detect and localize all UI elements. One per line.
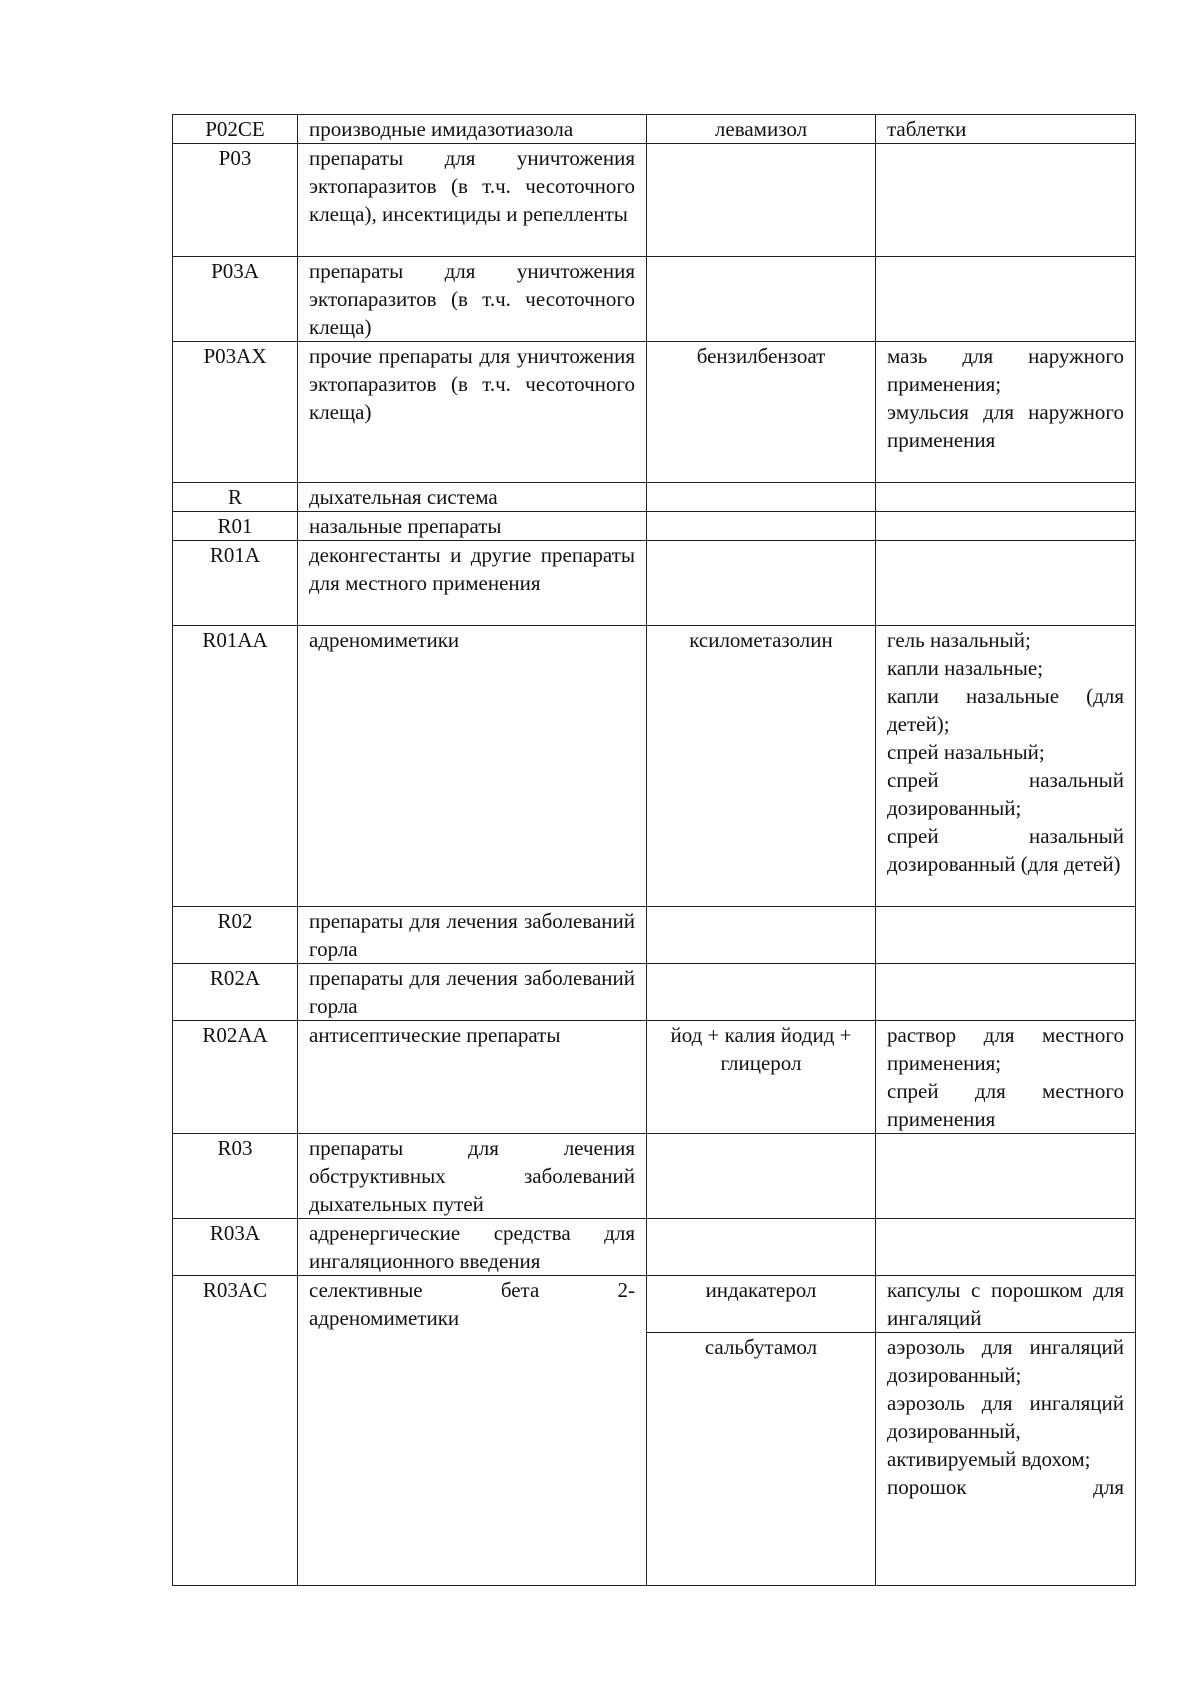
atc-code-cell: P03A <box>173 257 298 342</box>
drug-name-cell <box>647 144 876 257</box>
dosage-form-line: раствор для местного применения; <box>887 1023 1124 1075</box>
group-name-cell: препараты для лечения обструктивных заболеваний дыхательных путей <box>298 1134 647 1219</box>
atc-code-cell: R01AA <box>173 626 298 907</box>
table-row <box>173 907 1136 964</box>
dosage-form-cell <box>876 964 1136 1021</box>
table-row <box>173 541 1136 626</box>
group-name-cell: назальные препараты <box>298 512 647 541</box>
drug-name-cell <box>647 964 876 1021</box>
group-name-cell: адреномиметики <box>298 626 647 907</box>
atc-code-cell: R01A <box>173 541 298 626</box>
atc-code-cell: R03A <box>173 1219 298 1276</box>
group-name-cell: препараты для уничтожения эктопаразитов (в т.ч. чесоточного клеща), инсектициды и репелленты <box>298 144 647 257</box>
drug-name-cell <box>647 907 876 964</box>
table-row <box>173 512 1136 541</box>
table-row <box>173 115 1136 144</box>
group-name-cell: деконгестанты и другие препараты для местного применения <box>298 541 647 626</box>
atc-code-cell: R <box>173 483 298 512</box>
dosage-form-line: мазь для наружного применения; <box>887 344 1124 396</box>
group-name-cell: прочие препараты для уничтожения эктопаразитов (в т.ч. чесоточного клеща) <box>298 342 647 483</box>
dosage-form-cell <box>876 512 1136 541</box>
atc-code-cell: P02CE <box>173 115 298 144</box>
table-row <box>173 1219 1136 1276</box>
group-name-cell: селективные бета 2-адреномиметики <box>298 1276 647 1586</box>
dosage-form-line: гель назальный; <box>887 628 1031 652</box>
atc-code-cell: R02A <box>173 964 298 1021</box>
dosage-form-line: капсулы с порошком для ингаляций <box>887 1278 1124 1330</box>
dosage-form-cell <box>876 1134 1136 1219</box>
atc-code-cell: P03 <box>173 144 298 257</box>
dosage-form-line: спрей назальный дозированный (для детей) <box>887 824 1124 876</box>
group-name-cell: препараты для лечения заболеваний горла <box>298 964 647 1021</box>
dosage-form-cell <box>876 907 1136 964</box>
drug-name-cell: ксилометазолин <box>647 626 876 907</box>
dosage-form-cell <box>876 1219 1136 1276</box>
dosage-form-cell <box>876 342 1136 483</box>
table-row <box>173 1276 1136 1333</box>
drug-name-cell: левамизол <box>647 115 876 144</box>
atc-code-cell: R02 <box>173 907 298 964</box>
drug-name-cell <box>647 512 876 541</box>
drug-name-cell: сальбутамол <box>647 1333 876 1586</box>
drug-name-cell <box>647 1134 876 1219</box>
dosage-form-line: капли назальные (для детей); <box>887 684 1124 736</box>
drug-name-cell: йод + калия йодид + глицерол <box>647 1021 876 1134</box>
drug-name-cell <box>647 1219 876 1276</box>
dosage-form-line: спрей для местного применения <box>887 1079 1124 1131</box>
dosage-form-cell <box>876 1021 1136 1134</box>
dosage-form-cell <box>876 144 1136 257</box>
dosage-form-line: спрей назальный; <box>887 740 1045 764</box>
atc-code-cell: R01 <box>173 512 298 541</box>
drug-name-cell <box>647 257 876 342</box>
dosage-form-cell <box>876 1333 1136 1586</box>
atc-code-cell: R03 <box>173 1134 298 1219</box>
table-row <box>173 626 1136 907</box>
dosage-form-line: аэрозоль для ингаляций дозированный; <box>887 1335 1124 1387</box>
group-name-cell: препараты для уничтожения эктопаразитов (в т.ч. чесоточного клеща) <box>298 257 647 342</box>
table-row <box>173 1134 1136 1219</box>
dosage-form-cell <box>876 1276 1136 1333</box>
atc-code-cell: R02AA <box>173 1021 298 1134</box>
dosage-form-line: таблетки <box>887 117 967 141</box>
dosage-form-cell <box>876 257 1136 342</box>
table-row <box>173 1021 1136 1134</box>
drug-name-cell <box>647 541 876 626</box>
dosage-form-line: спрей назальный дозированный; <box>887 768 1124 820</box>
dosage-form-cell <box>876 115 1136 144</box>
table-row <box>173 483 1136 512</box>
atc-code-cell: P03AX <box>173 342 298 483</box>
dosage-form-line: аэрозоль для ингаляций дозированный, активируемый вдохом; <box>887 1391 1124 1471</box>
group-name-cell: адренергические средства для ингаляционного введения <box>298 1219 647 1276</box>
group-name-cell: производные имидазотиазола <box>298 115 647 144</box>
atc-code-cell: R03AC <box>173 1276 298 1586</box>
dosage-form-cell <box>876 541 1136 626</box>
dosage-form-line: капли назальные; <box>887 656 1044 680</box>
dosage-form-cell <box>876 483 1136 512</box>
dosage-form-line: порошок для <box>887 1475 1124 1499</box>
table-row <box>173 964 1136 1021</box>
dosage-form-cell <box>876 626 1136 907</box>
drug-name-cell <box>647 483 876 512</box>
drug-classification-table <box>172 114 1136 1586</box>
group-name-cell: антисептические препараты <box>298 1021 647 1134</box>
table-row <box>173 144 1136 257</box>
table-row <box>173 342 1136 483</box>
drug-name-cell: индакатерол <box>647 1276 876 1333</box>
group-name-cell: дыхательная система <box>298 483 647 512</box>
table-row <box>173 257 1136 342</box>
dosage-form-line: эмульсия для наружного применения <box>887 400 1124 452</box>
drug-name-cell: бензилбензоат <box>647 342 876 483</box>
group-name-cell: препараты для лечения заболеваний горла <box>298 907 647 964</box>
